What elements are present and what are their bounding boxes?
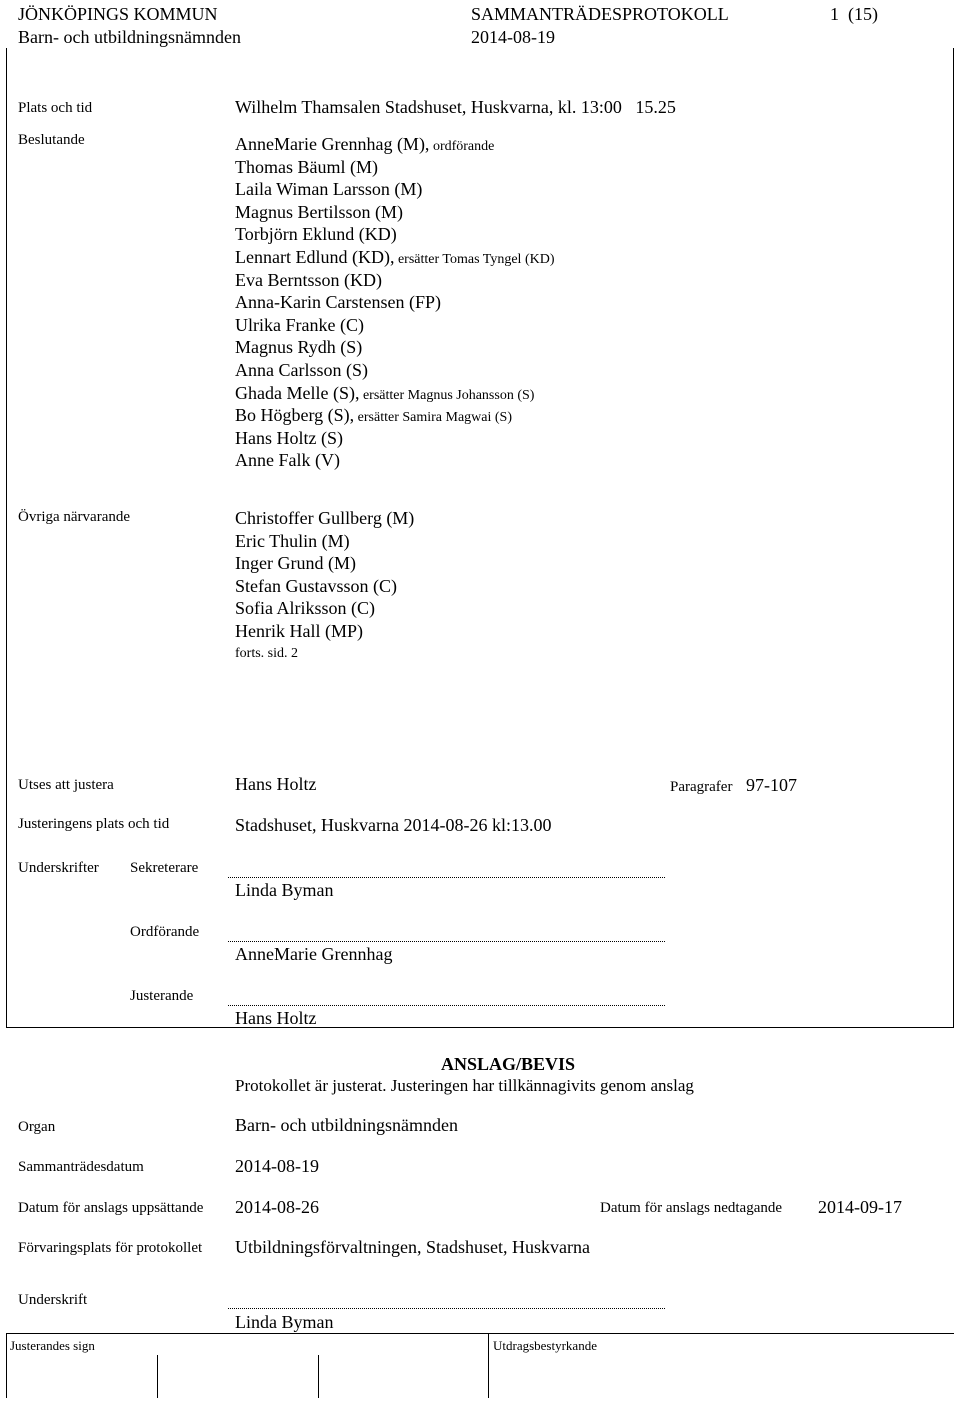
meeting-date-value: 2014-08-19 (235, 1156, 319, 1176)
list-item: Thomas Bäuml (M) (235, 156, 378, 177)
list-item: Laila Wiman Larsson (M) (235, 179, 423, 200)
list-item: AnneMarie Grennhag (M), ordförande (235, 134, 495, 154)
organ-value: Barn- och utbildningsnämnden (235, 1115, 458, 1135)
list-item: Christoffer Gullberg (M) (235, 508, 415, 528)
header-page-number: 1 (15) (830, 4, 878, 24)
list-item: Magnus Rydh (S) (235, 337, 363, 358)
secretary-label: Sekreterare (130, 860, 199, 876)
list-item: Inger Grund (M) (235, 553, 356, 574)
paragraphs-label: Paragrafer (670, 779, 733, 795)
adjusters-sign-label: Justerandes sign (10, 1338, 95, 1353)
adjuster-signature-line (228, 1005, 665, 1006)
list-item: Stefan Gustavsson (C) (235, 575, 397, 596)
sign-box-divider (157, 1355, 158, 1398)
list-item: Ghada Melle (S), ersätter Magnus Johansson (S) (235, 382, 535, 403)
removed-date-value: 2014-09-17 (818, 1197, 902, 1217)
signatures-label: Underskrifter (18, 860, 99, 876)
footer-divider (6, 1333, 954, 1334)
footer-frame-left (6, 1333, 7, 1398)
secretary-signature-line (228, 877, 665, 878)
decision-makers-label: Beslutande (18, 132, 85, 148)
meeting-date-label: Sammanträdesdatum (18, 1159, 144, 1175)
removed-date-label: Datum för anslags nedtagande (600, 1200, 783, 1216)
chair-name: AnneMarie Grennhag (235, 944, 393, 964)
list-item: Sofia Alriksson (C) (235, 598, 376, 619)
storage-value: Utbildningsförvaltningen, Stadshuset, Huskvarna (235, 1237, 590, 1257)
organ-label: Organ (18, 1119, 56, 1135)
notice-title: ANSLAG/BEVIS (441, 1054, 576, 1074)
header-org: JÖNKÖPINGS KOMMUN (18, 4, 218, 24)
posted-date-label: Datum för anslags uppsättande (18, 1200, 204, 1216)
secretary-name: Linda Byman (235, 880, 334, 900)
list-item: Anna-Karin Carstensen (FP) (235, 292, 441, 313)
adjuster-name: Hans Holtz (235, 1008, 317, 1028)
adjuster-label: Utses att justera (18, 777, 114, 793)
list-item: Anne Falk (V) (235, 450, 340, 471)
adjuster-sign-label: Justerande (130, 988, 194, 1004)
decision-makers-list (235, 133, 555, 472)
posted-date-value: 2014-08-26 (235, 1197, 319, 1217)
notice-divider (6, 1027, 954, 1028)
header-committee: Barn- och utbildningsnämnden (18, 27, 241, 47)
list-item: Eric Thulin (M) (235, 530, 350, 551)
list-item: Lennart Edlund (KD), ersätter Tomas Tyngel (KD) (235, 246, 555, 267)
sign-box-divider (318, 1355, 319, 1398)
list-item: Henrik Hall (MP) (235, 620, 363, 641)
adjust-place-label: Justeringens plats och tid (18, 816, 170, 832)
list-item: Eva Berntsson (KD) (235, 269, 382, 290)
others-present-label: Övriga närvarande (18, 509, 131, 525)
signature-name: Linda Byman (235, 1312, 334, 1332)
right-frame-line (953, 48, 954, 1028)
chair-label: Ordförande (130, 924, 200, 940)
footer-column-divider (488, 1333, 489, 1398)
continued-note: forts. sid. 2 (235, 646, 298, 661)
others-present-list (235, 507, 414, 643)
notice-text: Protokollet är justerat. Justeringen har tillkännagivits genom anslag (235, 1076, 694, 1095)
list-item: Ulrika Franke (C) (235, 314, 364, 335)
storage-label: Förvaringsplats för protokollet (18, 1240, 203, 1256)
list-item: Magnus Bertilsson (M) (235, 201, 403, 222)
list-item: Anna Carlsson (S) (235, 359, 368, 380)
list-item: Torbjörn Eklund (KD) (235, 224, 397, 245)
header-date: 2014-08-19 (471, 27, 555, 47)
left-frame-line (6, 48, 7, 1028)
adjuster-value: Hans Holtz (235, 774, 317, 794)
paragraphs-value: 97-107 (746, 775, 797, 795)
chair-signature-line (228, 941, 665, 942)
certifier-label: Utdragsbestyrkande (493, 1338, 597, 1353)
list-item: Bo Högberg (S), ersätter Samira Magwai (S) (235, 405, 513, 426)
adjust-place-value: Stadshuset, Huskvarna 2014-08-26 kl:13.00 (235, 815, 552, 835)
list-item: Hans Holtz (S) (235, 427, 343, 448)
place-label: Plats och tid (18, 100, 93, 116)
header-doc-type: SAMMANTRÄDESPROTOKOLL (471, 4, 729, 24)
place-value: Wilhelm Thamsalen Stadshuset, Huskvarna, kl. 13:00 15.25 (235, 97, 676, 117)
signature-label: Underskrift (18, 1292, 88, 1308)
signature-line (228, 1308, 665, 1309)
